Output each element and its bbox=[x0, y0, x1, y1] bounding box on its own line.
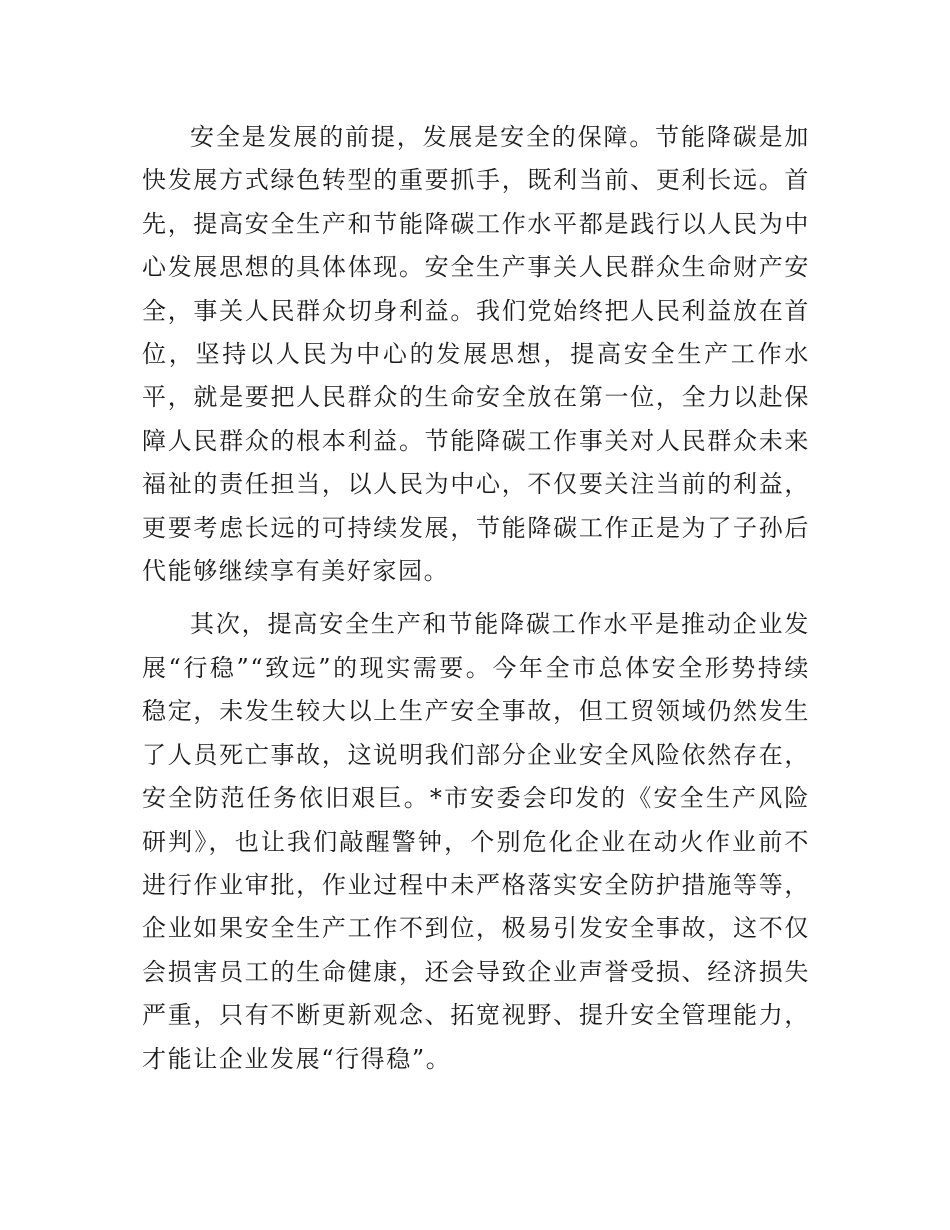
document-body bbox=[142, 116, 810, 1081]
paragraph-2: 其次，提高安全生产和节能降碳工作水平是推动企业发展“行稳”“致远”的现实需要。今年全市总体安全形势持续稳定，未发生较大以上生产安全事故，但工贸领域仍然发生了人员死亡事故，这说明我们部分企业安全风险依然存在，安全防范任务依旧艰巨。*市安委会印发的《安全生产风险研判》，也让我们敲醒警钟，个别危化企业在动火作业前不进行作业审批，作业过程中未严格落实安全防护措施等等，企业如果安全生产工作不到位，极易引发安全事故，这不仅会损害员工的生命健康，还会导致企业声誉受损、经济损失严重，只有不断更新观念、拓宽视野、提升安全管理能力，才能让企业发展“行得稳”。 bbox=[142, 610, 810, 1073]
paragraph-1: 安全是发展的前提，发展是安全的保障。节能降碳是加快发展方式绿色转型的重要抓手，既利当前、更利长远。首先，提高安全生产和节能降碳工作水平都是践行以人民为中心发展思想的具体体现。安全生产事关人民群众生命财产安全，事关人民群众切身利益。我们党始终把人民利益放在首位，坚持以人民为中心的发展思想，提高安全生产工作水平，就是要把人民群众的生命安全放在第一位，全力以赴保障人民群众的根本利益。节能降碳工作事关对人民群众未来福祉的责任担当，以人民为中心，不仅要关注当前的利益，更要考虑长远的可持续发展，节能降碳工作正是为了子孙后代能够继续享有美好家园。 bbox=[142, 123, 810, 586]
